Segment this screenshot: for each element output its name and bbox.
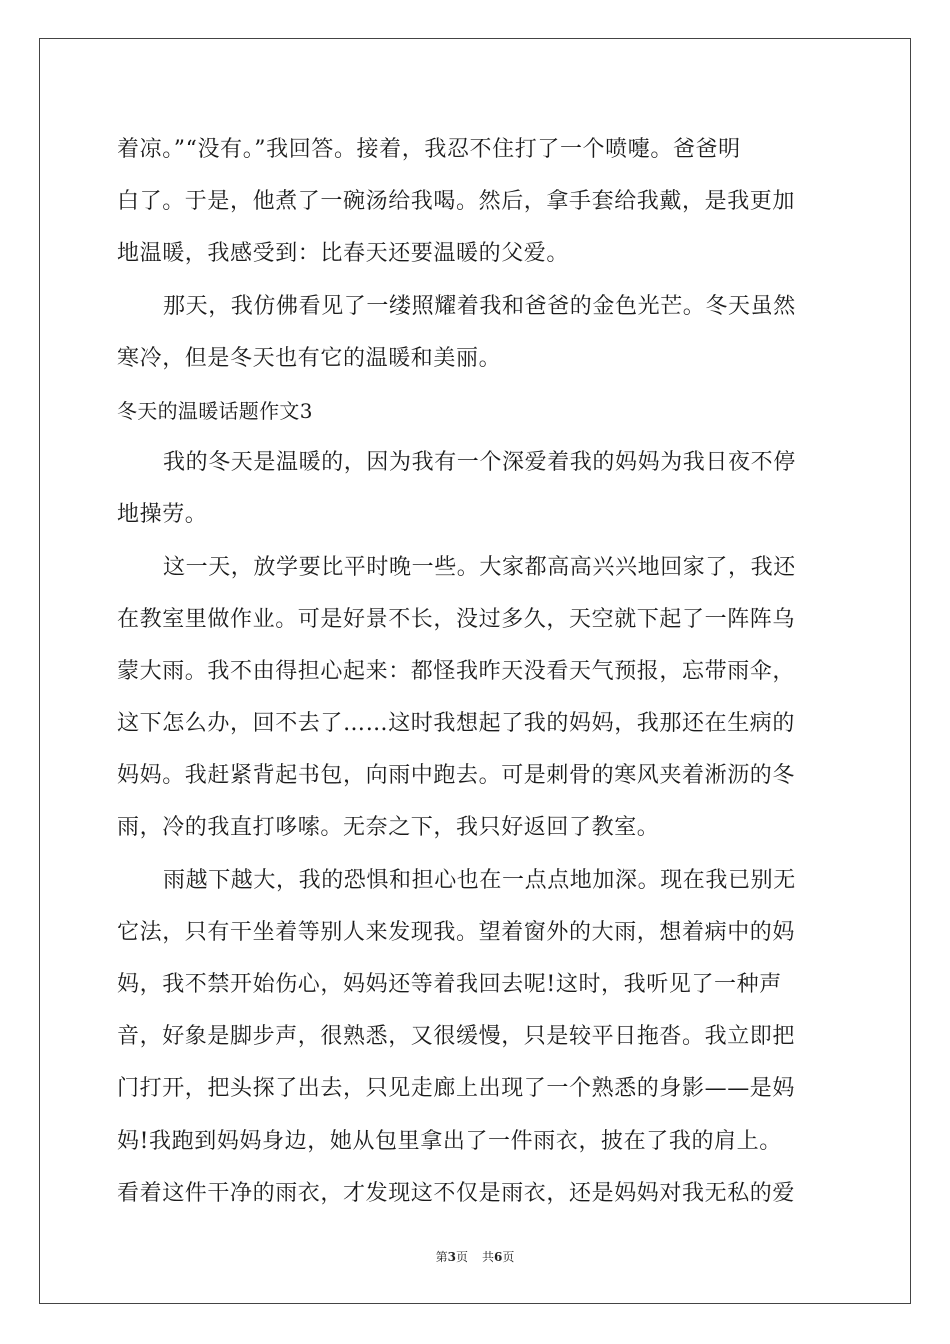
- text-line: 妈!我跑到妈妈身边，她从包里拿出了一件雨衣，披在了我的肩上。: [117, 1128, 782, 1154]
- text-line: 它法，只有干坐着等别人来发现我。望着窗外的大雨，想着病中的妈: [117, 919, 796, 945]
- text-line: 雨，冷的我直打哆嗦。无奈之下，我只好返回了教室。: [117, 815, 660, 841]
- text-line: 妈妈。我赶紧背起书包，向雨中跑去。可是刺骨的寒风夹着淅沥的冬: [117, 763, 796, 789]
- page-total: 共6页: [482, 1250, 515, 1264]
- paragraph-start-line: 那天，我仿佛看见了一缕照耀着我和爸爸的金色光芒。冬天虽然: [163, 293, 796, 319]
- section-heading: 冬天的温暖话题作文3: [117, 398, 313, 423]
- text-line: 这下怎么办，回不去了……这时我想起了我的妈妈，我那还在生病的: [117, 711, 796, 737]
- document-body: [117, 124, 835, 1220]
- text-line: 白了。于是，他煮了一碗汤给我喝。然后，拿手套给我戴，是我更加: [117, 189, 796, 215]
- text-line: 蒙大雨。我不由得担心起来：都怪我昨天没看天气预报，忘带雨伞，: [117, 658, 796, 684]
- text-line: 地操劳。: [117, 502, 208, 528]
- paragraph-start-line: 我的冬天是温暖的，因为我有一个深爱着我的妈妈为我日夜不停: [163, 450, 796, 476]
- text-line: 地温暖，我感受到：比春天还要温暖的父爱。: [117, 241, 570, 267]
- text-line: 音，好象是脚步声，很熟悉，又很缓慢，只是较平日拖沓。我立即把: [117, 1024, 796, 1050]
- page-footer: [0, 1248, 950, 1265]
- text-line: 寒冷，但是冬天也有它的温暖和美丽。: [117, 345, 502, 371]
- paragraph-start-line: 雨越下越大，我的恐惧和担心也在一点点地加深。现在我已别无: [163, 867, 796, 893]
- page-number: 第3页: [435, 1250, 468, 1264]
- text-line: 妈，我不禁开始伤心，妈妈还等着我回去呢!这时，我听见了一种声: [117, 972, 782, 997]
- text-line: 着凉。”“没有。”我回答。接着，我忍不住打了一个喷嚏。爸爸明: [117, 137, 741, 162]
- text-line: 在教室里做作业。可是好景不长，没过多久，天空就下起了一阵阵乌: [117, 606, 796, 632]
- text-line: 看着这件干净的雨衣，才发现这不仅是雨衣，还是妈妈对我无私的爱: [117, 1180, 796, 1206]
- paragraph-start-line: 这一天，放学要比平时晚一些。大家都高高兴兴地回家了，我还: [163, 554, 796, 580]
- text-line: 门打开，把头探了出去，只见走廊上出现了一个熟悉的身影——是妈: [117, 1076, 796, 1102]
